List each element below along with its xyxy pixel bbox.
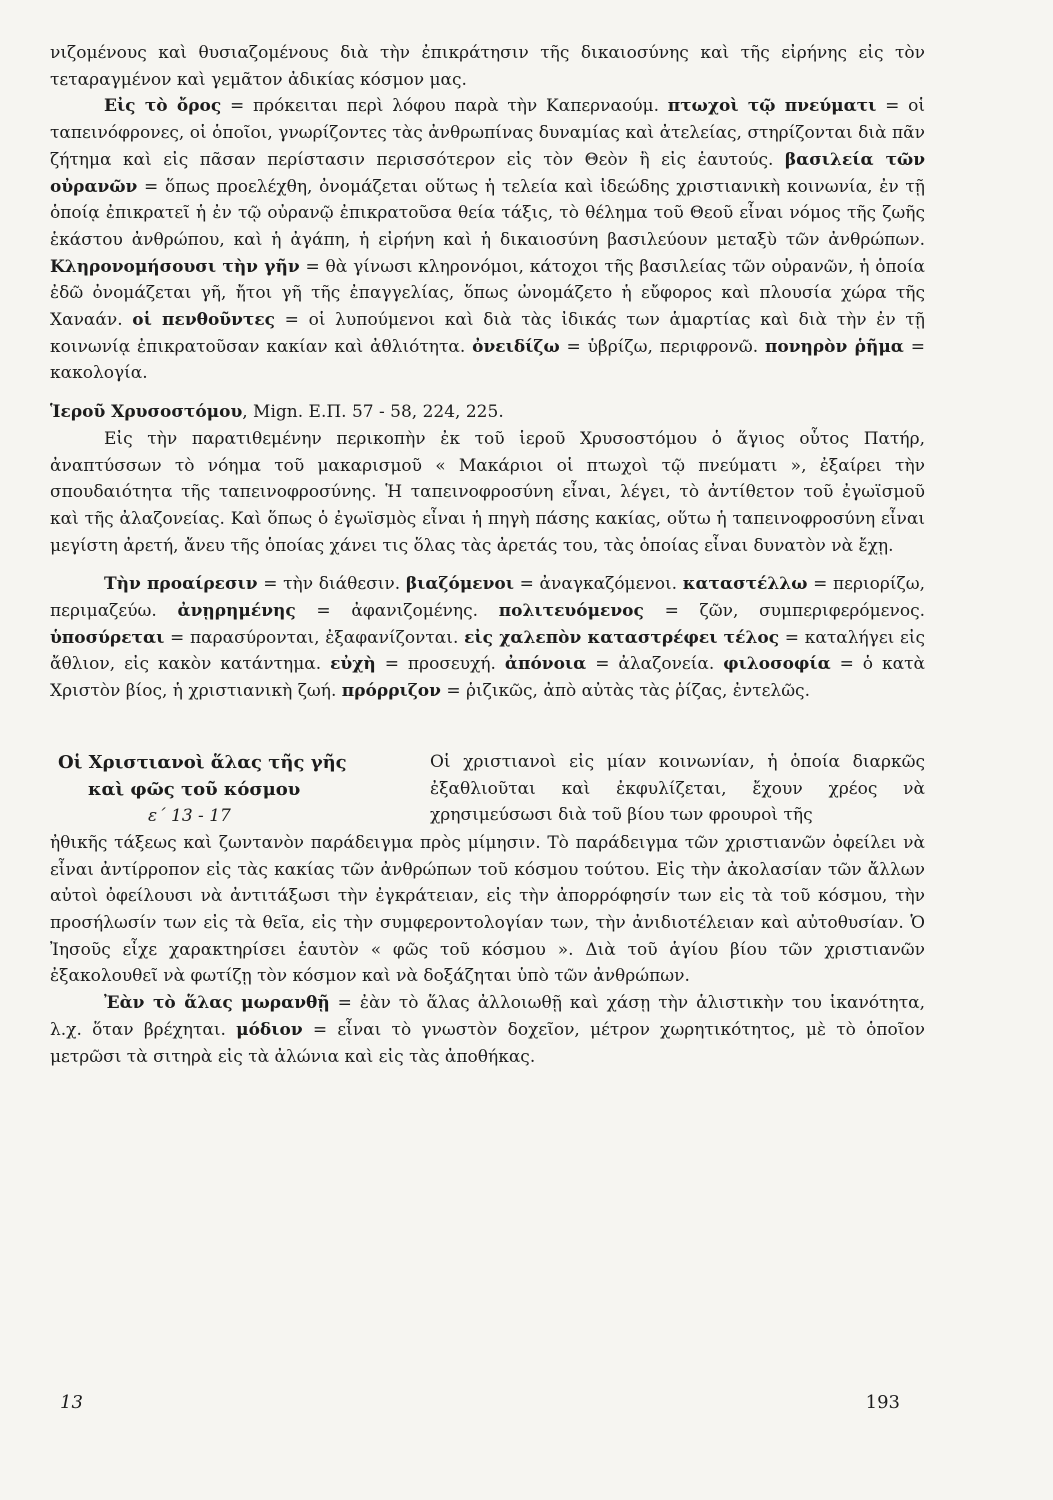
term: εἰς χαλεπὸν καταστρέφει τέλος [464, 627, 780, 648]
term: καταστέλλω [682, 574, 808, 595]
verse-reference: ε΄ 13 - 17 [148, 805, 231, 826]
para-glossary-1: Εἰς τὸ ὄρος = πρόκειται περὶ λόφου παρὰ τὴν Καπερναούμ. πτωχοὶ τῷ πνεύματι = οἱ ταπεινόφρονες, οἱ ὁποῖοι, γνωρίζοντες τὰς ἀνθρωπίνας δυναμίας καὶ ἀτελείας, στηρίζονται διὰ πᾶν ζήτημα καὶ εἰς πᾶσαν περίστασιν περισσότερον εἰς τὸν Θεὸν ἢ εἰς ἑαυτούς. βασιλεία τῶν οὐρανῶν = ὅπως προελέχθη, ὀνομάζεται οὕτως ἡ τελεία καὶ ἰδεώδης χριστιανικὴ κοινωνία, ἐν τῇ ὁποίᾳ ἐπικρατεῖ ἡ ἐν τῷ οὐρανῷ ἐπικρατοῦσα θεία τάξις, τὸ θέλημα τοῦ Θεοῦ εἶναι νόμος τῆς ζωῆς ἑκάστου ἀνθρώπου, καὶ ἡ ἀγάπη, ἡ εἰρήνη καὶ ἡ δικαιοσύνη βασιλεύουν μεταξὺ τῶν ἀνθρώπων. Κληρονομήσουσι τὴν γῆν = θὰ γίνωσι κληρονόμοι, κάτοχοι τῆς βασιλείας τῶν οὐρανῶν, ἡ ὁποία ἐδῶ ὀνομάζεται γῆ, ἤτοι γῆ τῆς ἐπαγγελίας, ὅπως ὠνομάζετο ἡ εὔφορος καὶ πλουσία χώρα τῆς Χαναάν. οἱ πενθοῦντες = οἱ λυπούμενοι καὶ διὰ τὰς ἰδικάς των ἁμαρτίας καὶ διὰ τὴν ἐν τῇ κοινωνίᾳ ἐπικρατοῦσαν κακίαν καὶ ἀθλιότητα. ὀνειδίζω = ὑβρίζω, περιφρονῶ. πονηρὸν ῥῆμα = κακολογία. [50, 96, 925, 384]
page-body [50, 40, 925, 1070]
term: Εἰς τὸ ὄρος [104, 96, 222, 117]
term: βασιλεία τῶν οὐρανῶν [50, 149, 925, 197]
citation: Ἱεροῦ Χρυσοστόμου, Mign. Ε.Π. 57 - 58, 224, 225. [50, 402, 504, 423]
term: πολιτευόμενος [498, 601, 644, 622]
term: ὀνειδίζω [472, 336, 560, 357]
term: εὐχὴ [330, 654, 376, 675]
term: πονηρὸν ῥῆμα [764, 336, 904, 357]
term: μόδιον [236, 1019, 303, 1040]
term: Τὴν προαίρεσιν [104, 574, 258, 595]
signature-mark: 13 [60, 1392, 83, 1413]
section-salt-light [50, 749, 925, 830]
term: ὑποσύρεται [50, 627, 165, 648]
page-number: 193 [865, 1392, 900, 1413]
term: φιλοσοφία [723, 654, 831, 675]
section-heading [50, 749, 430, 830]
term: βιαζόμενοι [405, 574, 514, 595]
term: Ἐὰν τὸ ἅλας μωρανθῇ [104, 993, 330, 1014]
term: πτωχοὶ τῷ πνεύματι [667, 96, 877, 117]
para-glossary-2: Τὴν προαίρεσιν = τὴν διάθεσιν. βιαζόμενοι = ἀναγκαζόμενοι. καταστέλλω = περιορίζω, περιμαζεύω. ἀνῃρημένης = ἀφανιζομένης. πολιτευόμενος = ζῶν, συμπεριφερόμενος. ὑποσύρεται = παρασύρονται, ἐξαφανίζονται. εἰς χαλεπὸν καταστρέφει τέλος = καταλήγει εἰς ἄθλιον, εἰς κακὸν κατάντημα. εὐχὴ = προσευχή. ἀπόνοια = ἀλαζονεία. φιλοσοφία = ὁ κατὰ Χριστὸν βίος, ἡ χριστιανικὴ ζωή. πρόρριζον = ῥιζικῶς, ἀπὸ αὐτὰς τὰς ῥίζας, ἐντελῶς. [50, 574, 926, 702]
section-title-line1: Οἱ Χριστιανοὶ ἅλας τῆς γῆς [58, 751, 347, 773]
term: πρόρριζον [341, 681, 441, 702]
section-intro: Οἱ χριστιανοὶ εἰς μίαν κοινωνίαν, ἡ ὁποία διαρκῶς ἐξαθλιοῦται καὶ ἐκφυλίζεται, ἔχουν χρέος νὰ χρησιμεύσωσι διὰ τοῦ βίου των φρουροὶ τῆς [430, 751, 925, 826]
section-continuation: ἠθικῆς τάξεως καὶ ζωντανὸν παράδειγμα πρὸς μίμησιν. Τὸ παράδειγμα τῶν χριστιανῶν ὀφείλει νὰ εἶναι ἀντίρροπον εἰς τὰς κακίας τῶν ἀνθρώπων τοῦ κόσμου τούτου. Εἰς τὴν ἀκολασίαν τῶν ἄλλων αὐτοὶ ὀφείλουσι νὰ ἀντιτάξωσι τὴν ἐγκράτειαν, εἰς τὴν ἀπορρόφησίν των εἰς τὰ τοῦ κόσμου, τὴν προσήλωσίν των εἰς τὰ θεῖα, εἰς τὴν συμφεροντολογίαν των, τὴν ἀνιδιοτέλειαν καὶ αὐτοθυσίαν. Ὁ Ἰησοῦς εἶχε χαρακτηρίσει ἑαυτὸν « φῶς τοῦ κόσμου ». Διὰ τοῦ ἁγίου βίου τῶν χριστιανῶν ἐξακολουθεῖ νὰ φωτίζῃ τὸν κόσμον καὶ νὰ δοξάζηται ὑπὸ τῶν ἀνθρώπων. [50, 832, 925, 987]
para-glossary-3: Ἐὰν τὸ ἅλας μωρανθῇ = ἐὰν τὸ ἅλας ἀλλοιωθῇ καὶ χάσῃ τὴν ἁλιστικὴν του ἱκανότητα, λ.χ. ὅταν βρέχηται. μόδιον = εἶναι τὸ γνωστὸν δοχεῖον, μέτρον χωρητικότητος, μὲ τὸ ὁποῖον μετρῶσι τὰ σιτηρὰ εἰς τὰ ἀλώνια καὶ εἰς τὰς ἀποθήκας. [50, 993, 925, 1067]
para-1: νιζομένους καὶ θυσιαζομένους διὰ τὴν ἐπικράτησιν τῆς δικαιοσύνης καὶ τῆς εἰρήνης εἰς τὸν τεταραγμένον καὶ γεμᾶτον ἀδικίας κόσμον μας. [50, 43, 925, 90]
term: ἀπόνοια [504, 654, 587, 675]
term: Κληρονομήσουσι τὴν γῆν [50, 256, 300, 277]
para-chrysostom: Εἰς τὴν παρατιθεμένην περικοπὴν ἐκ τοῦ ἱεροῦ Χρυσοστόμου ὁ ἅγιος οὗτος Πατήρ, ἀναπτύσσων τὸ νόημα τοῦ μακαρισμοῦ « Μακάριοι οἱ πτωχοὶ τῷ πνεύματι », ἐξαίρει τὴν σπουδαιότητα τῆς ταπεινοφροσύνης. Ἡ ταπεινοφροσύνη εἶναι, λέγει, τὸ ἀντίθετον τοῦ ἐγωϊσμοῦ καὶ τῆς ἀλαζονείας. Καὶ ὅπως ὁ ἐγωϊσμὸς εἶναι ἡ πηγὴ πάσης κακίας, οὕτω ἡ ταπεινοφροσύνη εἶναι μεγίστη ἀρετή, ἄνευ τῆς ὁποίας χάνει τις ὅλας τὰς ἀρετάς του, τὰς ὁποίας εἶναι δυνατὸν νὰ ἔχῃ. [50, 428, 925, 556]
term: οἱ πενθοῦντες [132, 310, 276, 331]
term: ἀνῃρημένης [177, 601, 296, 622]
section-title-line2: καὶ φῶς τοῦ κόσμου [88, 778, 301, 800]
